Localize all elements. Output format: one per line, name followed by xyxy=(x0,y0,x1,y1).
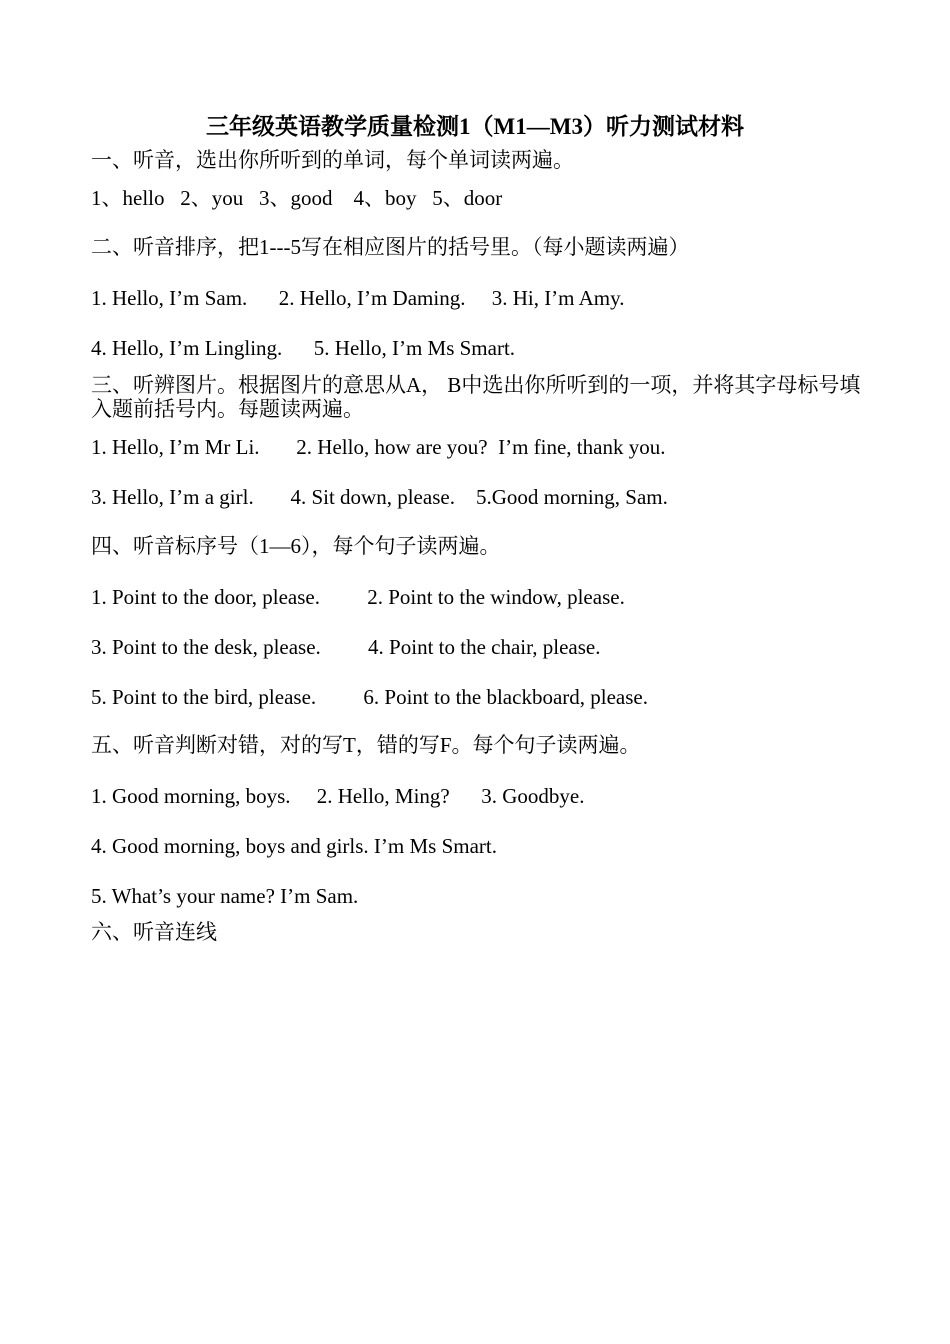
section-1-heading: 一、听音，选出你所听到的单词，每个单词读两遍。 xyxy=(91,148,574,172)
document-title: 三年级英语教学质量检测1（M1—M3）听力测试材料 xyxy=(206,114,744,139)
section-4-line-1: 1. Point to the door, please. 2. Point to the window, please. xyxy=(91,585,625,609)
section-6-heading: 六、听音连线 xyxy=(91,920,217,944)
section-4-line-2: 3. Point to the desk, please. 4. Point to the chair, please. xyxy=(91,635,601,659)
section-3-line-2: 3. Hello, I’m a girl. 4. Sit down, please. 5.Good morning, Sam. xyxy=(91,485,668,509)
section-5-line-2: 4. Good morning, boys and girls. I’m Ms Smart. xyxy=(91,834,497,858)
section-5-line-3: 5. What’s your name? I’m Sam. xyxy=(91,884,359,908)
section-5-line-1: 1. Good morning, boys. 2. Hello, Ming? 3. Goodbye. xyxy=(91,784,585,808)
section-4-heading: 四、听音标序号（1—6），每个句子读两遍。 xyxy=(91,534,501,558)
section-3-line-1: 1. Hello, I’m Mr Li. 2. Hello, how are you? I’m fine, thank you. xyxy=(91,435,666,459)
section-5-heading: 五、听音判断对错，对的写T，错的写F。每个句子读两遍。 xyxy=(91,733,641,757)
section-2-line-2: 4. Hello, I’m Lingling. 5. Hello, I’m Ms Smart. xyxy=(91,336,516,360)
section-1-line-1: 1、hello 2、you 3、good 4、boy 5、door xyxy=(91,186,503,210)
section-2-line-1: 1. Hello, I’m Sam. 2. Hello, I’m Daming. 3. Hi, I’m Amy. xyxy=(91,286,625,310)
section-3-heading: 三、听辨图片。根据图片的意思从A， B中选出你所听到的一项，并将其字母标号填入题前括号内。每题读两遍。 xyxy=(91,373,861,422)
section-4-line-3: 5. Point to the bird, please. 6. Point to the blackboard, please. xyxy=(91,685,648,709)
section-2-heading: 二、听音排序，把1---5写在相应图片的括号里。（每小题读两遍） xyxy=(91,235,690,259)
